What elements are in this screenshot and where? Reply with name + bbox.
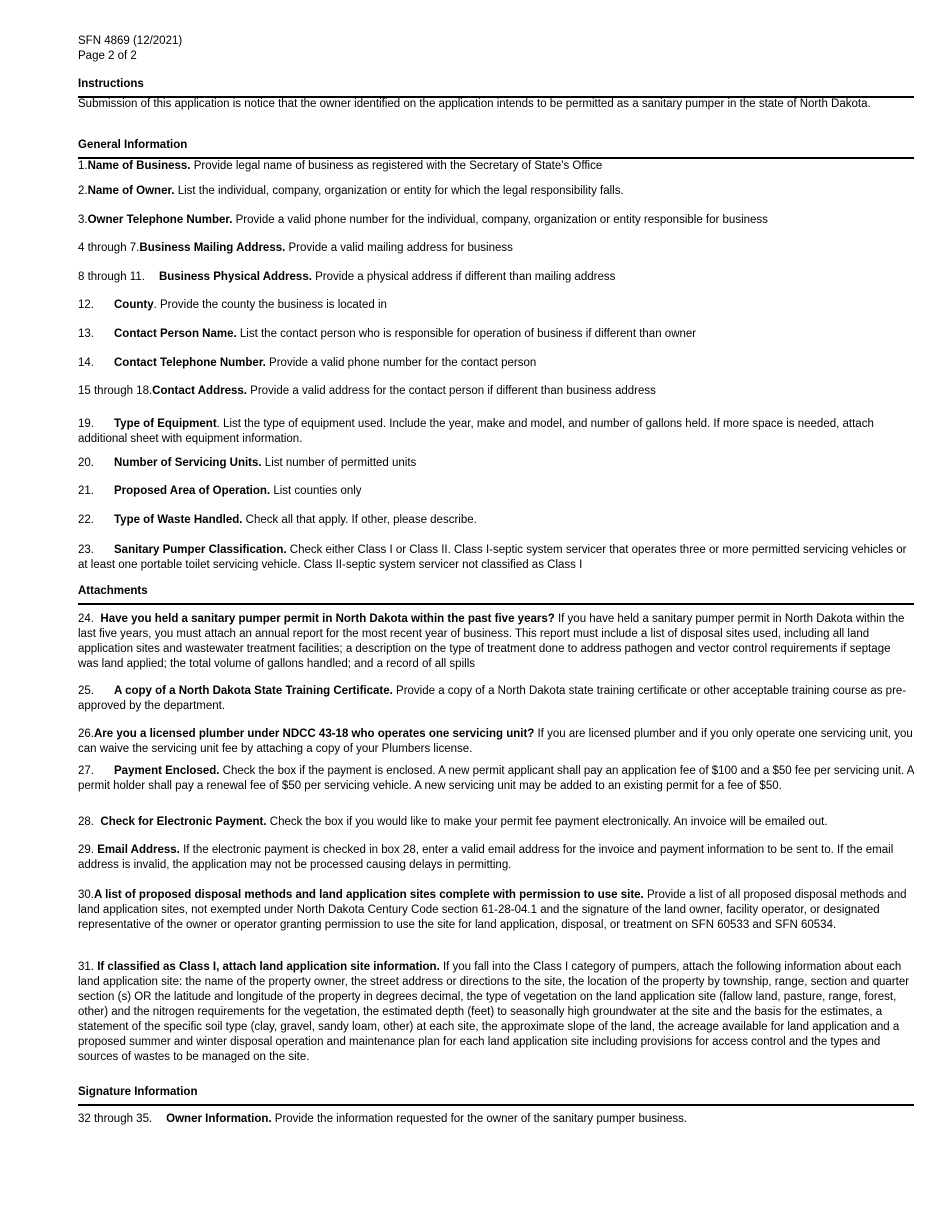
item-23: 23. Sanitary Pumper Classification. Check either Class I or Class II. Class I-septic system servicer that operates three or more permitted servicing vehicles or at least one portable toilet servicing vehicle. Class II-septic system servicer not classified as Class I [78,544,907,571]
item-31: 31. If classified as Class I, attach land application site information. If you fall into the Class I category of pumpers, attach the following information about each land application site: the name of the property owner, the street address or directions to the site, the location of the property by township, range, section and quarter section (s) OR the latitude and longitude of the property in degrees decimal, the type of vegetation on the land application site (fallow land, pasture, range, forest, other) and the nitrogen requirements for the vegetation, the estimated depth (feet) to seasonally high groundwater at the site and the basis for the estimates, a statement of the specific soil type (clay, gravel, sandy loam, other) at each site, the approximate slope of the land, the acreage available for land application and a proposed summer and winter disposal operation and maintenance plan for each land application site including provisions for access control and the types and sources of wastes to be managed on the site. [78,961,910,1063]
item-2: 2.Name of Owner. List the individual, company, organization or entity for which the legal responsibility falls. [78,185,624,197]
form-id: SFN 4869 (12/2021) [78,35,183,47]
item-24: 24. Have you held a sanitary pumper permit in North Dakota within the past five years? If you have held a sanitary pumper permit in North Dakota within the last five years, you must attach an annual report for the most recent year of business. This report must include a list of disposal sites used, including all land application sites and wastewater treatment facilities; a description on the type of treatment done to address pathogen and vector control requirements if septage was land applied; the total volume of gallons handled; and a record of all spills [78,613,905,670]
item-13: 13. Contact Person Name. List the contact person who is responsible for operation of business if different than owner [78,328,697,340]
item-27: 27. Payment Enclosed. Check the box if the payment is enclosed. A new permit applicant shall pay an application fee of $100 and a $50 fee per servicing unit. A permit holder shall pay a renewal fee of $50 per servicing vehicle. A new servicing unit may be added to an existing permit for a fee of $50. [78,765,914,792]
form-header [78,34,914,64]
item-22: 22. Type of Waste Handled. Check all that apply. If other, please describe. [78,514,477,526]
section-title-attachments: Attachments [78,584,914,605]
item-1: 1.Name of Business. Provide legal name of business as registered with the Secretary of State's Office [78,160,603,172]
item-32-35: 32 through 35. Owner Information. Provide the information requested for the owner of the sanitary pumper business. [78,1113,688,1125]
item-25: 25. A copy of a North Dakota State Training Certificate. Provide a copy of a North Dakota state training certificate or other acceptable training course as pre-approved by the department. [78,685,907,712]
item-29: 29. Email Address. If the electronic payment is checked in box 28, enter a valid email address for the invoice and payment information to be sent to. If the email address is invalid, the application may not be processed causing delays in permitting. [78,844,894,871]
instructions-text: Submission of this application is notice that the owner identified on the application intends to be permitted as a sanitary pumper in the state of North Dakota. [78,98,871,110]
item-30: 30.A list of proposed disposal methods and land application sites complete with permission to use site. Provide a list of all proposed disposal methods and land application sites, not exempted under North Dakota Century Code section 61-28-04.1 and the signature of the land owner, facility operator, or designated representative of the owner or operator granting permission to use the site for land application, disposal, or treatment on SFN 60533 and SFN 60534. [78,889,907,931]
item-20: 20. Number of Servicing Units. List number of permitted units [78,457,417,469]
item-26: 26.Are you a licensed plumber under NDCC 43-18 who operates one servicing unit? If you are licensed plumber and if you only operate one servicing unit, you can waive the servicing unit fee by attaching a copy of your Plumbers license. [78,728,913,755]
item-4-7: 4 through 7.Business Mailing Address. Provide a valid mailing address for business [78,242,513,254]
item-15-18: 15 through 18.Contact Address. Provide a valid address for the contact person if different than business address [78,385,656,397]
item-3: 3.Owner Telephone Number. Provide a valid phone number for the individual, company, organization or entity responsible for business [78,214,768,226]
item-28: 28. Check for Electronic Payment. Check the box if you would like to make your permit fee payment electronically. An invoice will be emailed out. [78,816,828,828]
item-14: 14. Contact Telephone Number. Provide a valid phone number for the contact person [78,357,537,369]
item-12: 12. County. Provide the county the business is located in [78,299,387,311]
page-number: Page 2 of 2 [78,50,137,62]
item-19: 19. Type of Equipment. List the type of equipment used. Include the year, make and model, and number of gallons held. If more space is needed, attach additional sheet with equipment information. [78,418,874,445]
item-21: 21. Proposed Area of Operation. List counties only [78,485,362,497]
item-8-11: 8 through 11. Business Physical Address. Provide a physical address if different than mailing address [78,271,616,283]
section-title-signature: Signature Information [78,1085,914,1106]
section-title-instructions: Instructions [78,77,914,98]
section-title-general: General Information [78,138,914,159]
